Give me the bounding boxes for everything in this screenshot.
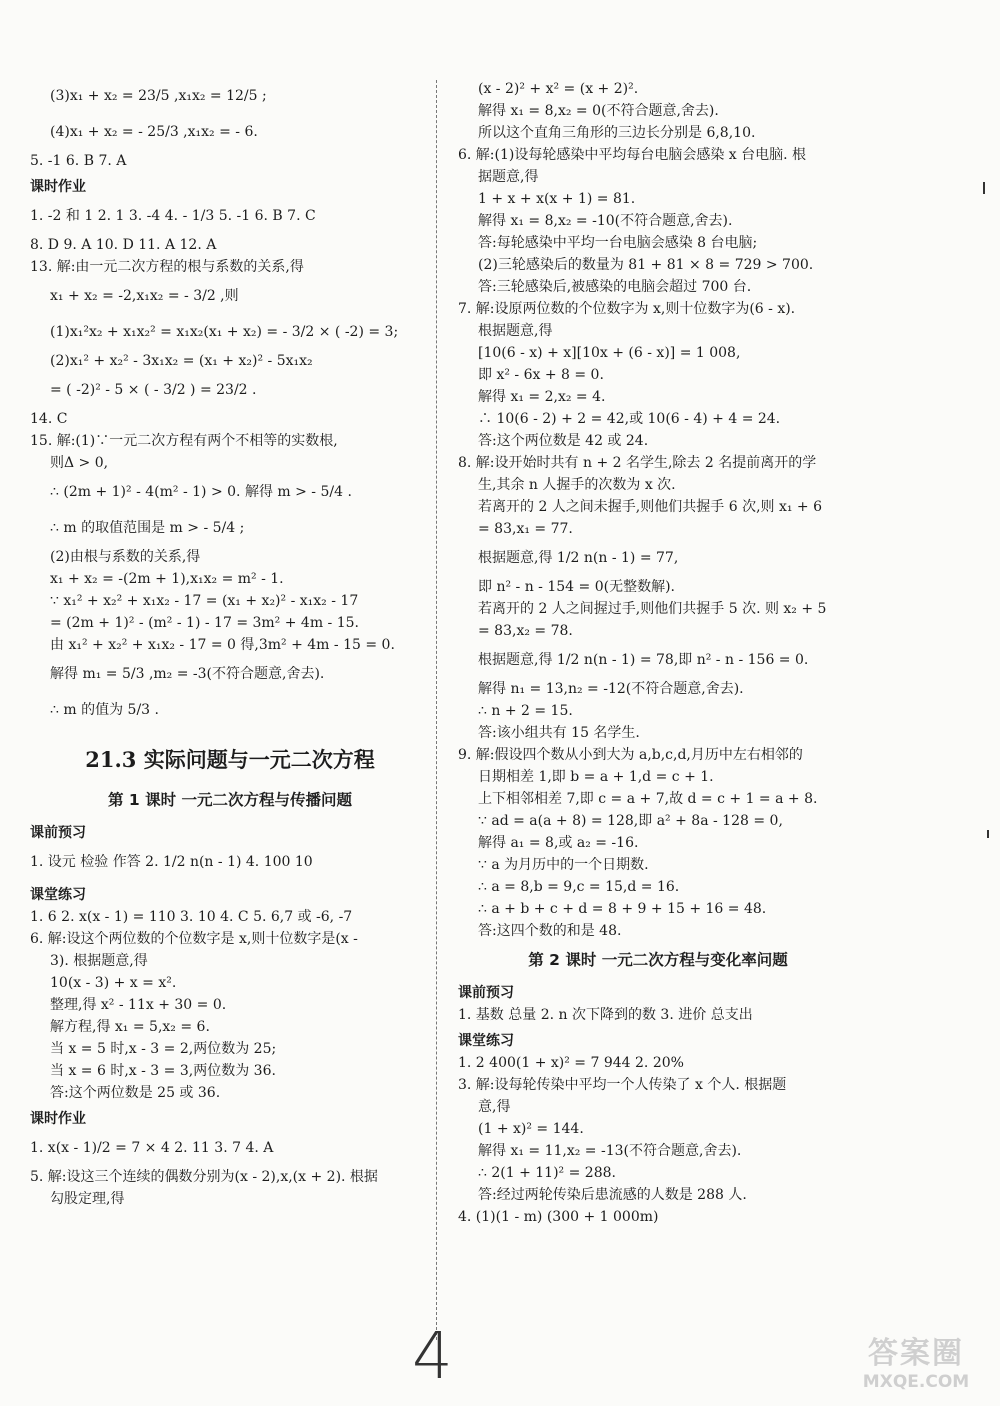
- text-line: 9. 解:假设四个数从小到大为 a,b,c,d,月历中左右相邻的: [458, 747, 803, 763]
- text-line: (2)三轮感染后的数量为 81 + 81 × 8 = 729 > 700.: [478, 257, 814, 273]
- text-line: 5. -1 6. B 7. A: [30, 153, 127, 169]
- text-line: 8. D 9. A 10. D 11. A 12. A: [30, 237, 217, 253]
- text-line: 8. 解:设开始时共有 n + 2 名学生,除去 2 名提前离开的学: [458, 455, 817, 471]
- text-line: (2)由根与系数的关系,得: [50, 549, 201, 565]
- text-line: 3). 根据题意,得: [50, 953, 148, 969]
- lesson-heading: 第 1 课时 一元二次方程与传播问题: [108, 791, 352, 809]
- section-heading: 课堂练习: [30, 887, 86, 903]
- text-line: 1 + x + x(x + 1) = 81.: [478, 191, 636, 207]
- text-line: 1. 设元 检验 作答 2. 1/2 n(n - 1) 4. 100 10: [30, 854, 313, 870]
- text-line: 解得 x₁ = 8,x₂ = -10(不符合题意,舍去).: [478, 213, 733, 229]
- text-line: 意,得: [478, 1099, 511, 1115]
- left-column: [30, 78, 430, 1210]
- text-line: (4)x₁ + x₂ = - 25/3 ,x₁x₂ = - 6.: [50, 124, 258, 140]
- text-line: = ( -2)² - 5 × ( - 3/2 ) = 23/2 .: [50, 382, 257, 398]
- text-line: 1. 2 400(1 + x)² = 7 944 2. 20%: [458, 1055, 684, 1071]
- section-heading: 课前预习: [458, 985, 514, 1001]
- margin-mark: [983, 182, 985, 194]
- text-line: ∴ 2(1 + 11)² = 288.: [478, 1165, 616, 1181]
- text-line: = 83,x₁ = 77.: [478, 521, 573, 537]
- text-line: = (2m + 1)² - (m² - 1) - 17 = 3m² + 4m - 15.: [50, 615, 359, 631]
- text-line: ∴ (2m + 1)² - 4(m² - 1) > 0. 解得 m > - 5/4 .: [50, 484, 352, 500]
- text-line: 1. 基数 总量 2. n 次下降到的数 3. 进价 总支出: [458, 1007, 753, 1023]
- text-line: (1)x₁²x₂ + x₁x₂² = x₁x₂(x₁ + x₂) = - 3/2 × ( -2) = 3;: [50, 324, 399, 340]
- text-line: 3. 解:设每轮传染中平均一个人传染了 x 个人. 根据题: [458, 1077, 787, 1093]
- margin-mark: [987, 830, 989, 838]
- text-line: (2)x₁² + x₂² - 3x₁x₂ = (x₁ + x₂)² - 5x₁x₂: [50, 353, 313, 369]
- text-line: ∵ ad = a(a + 8) = 128,即 a² + 8a - 128 = 0,: [478, 813, 783, 829]
- lesson-heading: 第 2 课时 一元二次方程与变化率问题: [528, 951, 788, 969]
- right-column: [458, 78, 858, 1228]
- watermark-url: MXQE.COM: [862, 1372, 970, 1392]
- text-line: 答:这四个数的和是 48.: [478, 923, 622, 939]
- text-line: 根据题意,得 1/2 n(n - 1) = 78,即 n² - n - 156 = 0.: [478, 652, 809, 668]
- page-number: 4: [412, 1320, 453, 1394]
- text-line: 15. 解:(1)∵一元二次方程有两个不相等的实数根,: [30, 433, 338, 449]
- text-line: 答:三轮感染后,被感染的电脑会超过 700 台.: [478, 279, 752, 295]
- section-heading: 课堂练习: [458, 1033, 514, 1049]
- text-line: 根据题意,得 1/2 n(n - 1) = 77,: [478, 550, 679, 566]
- text-line: ∴ a + b + c + d = 8 + 9 + 15 + 16 = 48.: [478, 901, 767, 917]
- text-line: 13. 解:由一元二次方程的根与系数的关系,得: [30, 259, 304, 275]
- text-line: ∵ a 为月历中的一个日期数.: [478, 857, 649, 873]
- text-line: 答:这个两位数是 42 或 24.: [478, 433, 649, 449]
- text-line: 解得 m₁ = 5/3 ,m₂ = -3(不符合题意,舍去).: [50, 666, 325, 682]
- text-line: 生,其余 n 人握手的次数为 x 次.: [478, 477, 676, 493]
- watermark-title: 答案圈: [868, 1336, 964, 1371]
- text-line: 若离开的 2 人之间未握手,则他们共握手 6 次,则 x₁ + 6: [478, 499, 823, 515]
- text-line: x₁ + x₂ = -2,x₁x₂ = - 3/2 ,则: [50, 288, 239, 304]
- text-line: 勾股定理,得: [50, 1191, 125, 1207]
- watermark-logo: [846, 1328, 986, 1394]
- text-line: ∴ m 的取值范围是 m > - 5/4 ;: [50, 520, 245, 536]
- text-line: 解得 x₁ = 2,x₂ = 4.: [478, 389, 606, 405]
- text-line: [10(6 - x) + x][10x + (6 - x)] = 1 008,: [478, 345, 741, 361]
- text-line: ∴ a = 8,b = 9,c = 15,d = 16.: [478, 879, 680, 895]
- text-line: 日期相差 1,即 b = a + 1,d = c + 1.: [478, 769, 714, 785]
- text-line: 14. C: [30, 411, 68, 427]
- text-line: 6. 解:设这个两位数的个位数字是 x,则十位数字是(x -: [30, 931, 358, 947]
- text-line: 6. 解:(1)设每轮感染中平均每台电脑会感染 x 台电脑. 根: [458, 147, 807, 163]
- text-line: 1. x(x - 1)/2 = 7 × 4 2. 11 3. 7 4. A: [30, 1140, 274, 1156]
- text-line: 答:该小组共有 15 名学生.: [478, 725, 640, 741]
- text-line: 1. 6 2. x(x - 1) = 110 3. 10 4. C 5. 6,7 或 -6, -7: [30, 909, 353, 925]
- text-line: 解得 x₁ = 11,x₂ = -13(不符合题意,舍去).: [478, 1143, 742, 1159]
- section-heading: 课前预习: [30, 825, 86, 841]
- text-line: 5. 解:设这三个连续的偶数分别为(x - 2),x,(x + 2). 根据: [30, 1169, 378, 1185]
- text-line: 4. (1)(1 - m) (300 + 1 000m): [458, 1209, 659, 1225]
- text-line: 整理,得 x² - 11x + 30 = 0.: [50, 997, 227, 1013]
- text-line: 则Δ > 0,: [50, 455, 109, 471]
- section-heading: 课时作业: [30, 1111, 86, 1127]
- text-line: 答:每轮感染中平均一台电脑会感染 8 台电脑;: [478, 235, 758, 251]
- text-line: ∴ n + 2 = 15.: [478, 703, 573, 719]
- text-line: (1 + x)² = 144.: [478, 1121, 584, 1137]
- text-line: 解得 x₁ = 8,x₂ = 0(不符合题意,舍去).: [478, 103, 719, 119]
- text-line: 解得 a₁ = 8,或 a₂ = -16.: [478, 835, 639, 851]
- text-line: 当 x = 5 时,x - 3 = 2,两位数为 25;: [50, 1041, 277, 1057]
- text-line: (x - 2)² + x² = (x + 2)².: [478, 81, 639, 97]
- text-line: 7. 解:设原两位数的个位数字为 x,则十位数字为(6 - x).: [458, 301, 796, 317]
- text-line: ∴ 10(6 - 2) + 2 = 42,或 10(6 - 4) + 4 = 24.: [478, 411, 781, 427]
- section-heading: 课时作业: [30, 179, 86, 195]
- column-divider: [436, 80, 437, 1340]
- text-line: 答:经过两轮传染后患流感的人数是 288 人.: [478, 1187, 747, 1203]
- text-line: 1. -2 和 1 2. 1 3. -4 4. - 1/3 5. -1 6. B 7. C: [30, 208, 316, 224]
- text-line: 即 n² - n - 154 = 0(无整数解).: [478, 579, 675, 595]
- text-line: 由 x₁² + x₂² + x₁x₂ - 17 = 0 得,3m² + 4m - 15 = 0.: [50, 637, 395, 653]
- text-line: 根据题意,得: [478, 323, 553, 339]
- text-line: ∴ m 的值为 5/3 .: [50, 702, 159, 718]
- text-line: (3)x₁ + x₂ = 23/5 ,x₁x₂ = 12/5 ;: [50, 88, 267, 104]
- text-line: 当 x = 6 时,x - 3 = 3,两位数为 36.: [50, 1063, 276, 1079]
- text-line: ∵ x₁² + x₂² + x₁x₂ - 17 = (x₁ + x₂)² - x₁x₂ - 17: [50, 593, 359, 609]
- text-line: = 83,x₂ = 78.: [478, 623, 573, 639]
- text-line: 解方程,得 x₁ = 5,x₂ = 6.: [50, 1019, 210, 1035]
- text-line: 即 x² - 6x + 8 = 0.: [478, 367, 604, 383]
- text-line: 10(x - 3) + x = x².: [50, 975, 177, 991]
- text-line: 所以这个直角三角形的三边长分别是 6,8,10.: [478, 125, 756, 141]
- text-line: 若离开的 2 人之间握过手,则他们共握手 5 次. 则 x₂ + 5: [478, 601, 827, 617]
- text-line: 答:这个两位数是 25 或 36.: [50, 1085, 221, 1101]
- chapter-heading: 21.3 实际问题与一元二次方程: [85, 747, 375, 772]
- text-line: 据题意,得: [478, 169, 539, 185]
- text-line: 解得 n₁ = 13,n₂ = -12(不符合题意,舍去).: [478, 681, 744, 697]
- text-line: 上下相邻相差 7,即 c = a + 7,故 d = c + 1 = a + 8.: [478, 791, 818, 807]
- text-line: x₁ + x₂ = -(2m + 1),x₁x₂ = m² - 1.: [50, 571, 284, 587]
